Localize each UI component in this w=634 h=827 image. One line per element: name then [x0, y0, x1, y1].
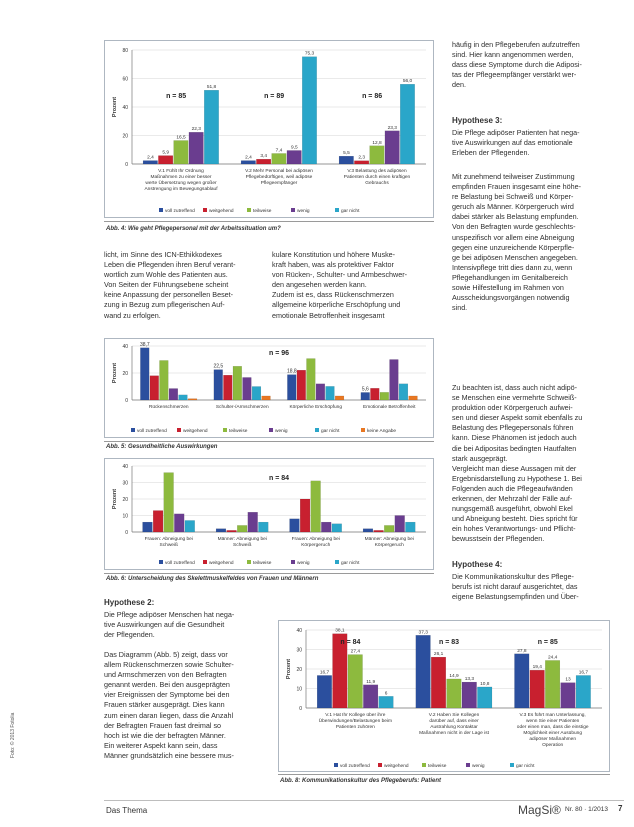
bar	[370, 146, 384, 164]
photo-credit: Foto: © 2013 Fotolia	[10, 712, 16, 758]
bar	[379, 696, 394, 708]
bar-value-label: 23,3	[387, 125, 397, 131]
bar-value-label: 51,8	[206, 85, 217, 91]
legend-label: gar nicht	[516, 764, 535, 769]
legend-label: voll zutreffend	[165, 561, 195, 566]
bar	[143, 522, 153, 532]
bar-value-label: 16,7	[319, 670, 330, 676]
legend-swatch	[466, 763, 470, 767]
x-tick-label: Frauen: Abneigung bei	[291, 537, 340, 542]
sample-size-label: n = 84	[340, 639, 361, 646]
bar	[385, 131, 399, 164]
x-tick-label: Körpergeruch	[301, 543, 331, 548]
bar	[321, 522, 331, 532]
bar	[384, 525, 394, 532]
bar	[514, 654, 529, 708]
y-axis-label: Prozent	[112, 362, 118, 384]
bar-value-label: 22,3	[191, 127, 201, 133]
legend-label: teilweise	[253, 561, 272, 566]
bar	[416, 635, 431, 708]
legend-swatch	[269, 428, 273, 432]
bar-value-label: 3,4	[260, 154, 268, 160]
figure-6-caption: Abb. 6: Unterscheidung des Skelettmuskelfeldes von Frauen und Männern	[106, 576, 319, 582]
bar-value-label: 6	[384, 691, 388, 697]
bar	[272, 153, 286, 164]
y-axis-label: Prozent	[112, 96, 118, 118]
hypothesis-2-body: Die Pflege adipöser Menschen hat nega- tive Auswirkungen auf die Gesundheit der Pflegenden.	[104, 610, 235, 640]
legend-label: weitgehend	[384, 764, 409, 769]
bar-value-label: 26,1	[433, 652, 444, 658]
bar	[380, 392, 389, 400]
sample-size-label: n = 89	[264, 93, 285, 100]
bar	[233, 366, 242, 400]
bar-value-label: 37,3	[418, 630, 428, 636]
legend-swatch	[315, 428, 319, 432]
bar	[300, 499, 310, 532]
figure-6-chart	[104, 458, 434, 570]
bar	[348, 655, 363, 708]
x-tick-label: Körpergeruch	[374, 543, 404, 548]
legend-swatch	[203, 208, 207, 212]
y-tick-label: 0	[299, 706, 302, 712]
bar	[306, 359, 315, 400]
legend-swatch	[335, 560, 339, 564]
legend-swatch	[291, 208, 295, 212]
caption-rule	[104, 441, 434, 442]
y-tick-label: 10	[296, 686, 302, 693]
legend-swatch	[247, 560, 251, 564]
bar	[477, 687, 492, 708]
bar-value-label: 5,9	[162, 150, 170, 156]
legend-label: wenig	[472, 764, 485, 769]
legend-label: voll zutreffend	[340, 764, 370, 769]
bar	[174, 140, 188, 164]
bar-value-label: 16,5	[176, 135, 186, 141]
y-tick-label: 20	[122, 133, 128, 140]
y-tick-label: 40	[122, 464, 128, 470]
sample-size-label: n = 85	[166, 93, 187, 100]
bar	[189, 132, 203, 164]
bar	[241, 161, 255, 164]
bar-value-label: 27,4	[350, 649, 361, 655]
legend-swatch	[159, 208, 163, 212]
legend-label: voll zutreffend	[165, 209, 195, 214]
bar	[354, 161, 368, 164]
x-tick-label: Emotionale Betroffenheit	[363, 405, 416, 410]
bar-value-label: 56,0	[402, 79, 413, 85]
caption-rule	[278, 774, 610, 775]
body-text-left-bottom: Das Diagramm (Abb. 5) zeigt, dass vor allem Rückenschmerzen sowie Schulter- und Armschmerzen von den Befragten genannt werden. Bei den ausgeprägten vier Ereignissen der Symptome bei den Frauen stärker ausgeprägt. Dies kann zum einen daran liegen, dass die Anzahl der Befragten Frauen fast dreimal so hoch ist wie die der befragten Männer. Ein weiterer Aspekt kann sein, dass Männer grundsätzlich eine bessere mus-	[104, 650, 234, 760]
x-tick-label: V.1 Hat Ihr Kollege über ihre	[325, 713, 386, 718]
bar-value-label: 12,8	[372, 140, 382, 146]
y-axis-label: Prozent	[112, 488, 118, 510]
y-tick-label: 80	[122, 48, 128, 54]
bar	[399, 384, 408, 400]
x-tick-label: adipöser Maßnahmen	[529, 737, 577, 742]
x-tick-label: wenn Sie einer Patienten	[525, 719, 580, 724]
bar	[409, 396, 418, 400]
x-tick-label: V.1 Fühlt Ihr Ordnung	[158, 169, 204, 174]
bar	[545, 660, 560, 708]
x-tick-label: Überwindungen/Belastungen beim	[318, 719, 393, 724]
bar-value-label: 5,6	[361, 386, 369, 393]
x-tick-label: Gebrauchs	[365, 181, 389, 186]
bar-value-label: 16,7	[578, 670, 589, 676]
bar-value-label: 10,8	[480, 681, 490, 687]
bar	[290, 519, 300, 532]
legend-swatch	[223, 428, 227, 432]
bar	[361, 392, 370, 400]
x-tick-label: V.3 Belastung des adipösen	[347, 169, 407, 174]
legend-label: weitgehend	[209, 209, 234, 214]
bar-value-label: 13	[565, 677, 571, 683]
y-tick-label: 0	[125, 530, 128, 536]
bar	[400, 84, 414, 164]
legend-label: keine Angabe	[367, 429, 397, 434]
legend-swatch	[159, 560, 163, 564]
bar	[204, 90, 218, 164]
sample-size-label: n = 84	[268, 475, 290, 482]
bar	[256, 159, 270, 164]
sample-size-label: n = 83	[439, 639, 460, 646]
bar	[363, 685, 378, 708]
figure-5-chart	[104, 338, 434, 438]
bar	[311, 481, 321, 532]
bar	[339, 156, 353, 164]
bar	[390, 360, 399, 401]
figure-4-chart	[104, 40, 434, 218]
x-tick-label: Maßnahmen zu einer besser	[150, 175, 212, 180]
bar	[248, 512, 258, 532]
body-text-right-2: Mit zunehmend teilweiser Zustimmung empfinden Frauen insgesamt eine höhe- re Belastung bei Schweiß und Körper- geruch als Männer. Körpergeruch wird dabei stärker als Belastung empfunden. Von den Befragten wurde geschlechts- unspezifisch vor allem eine Abneigung gegen eine unzureichende Körperpfle- ge bei adipösen Menschen angegeben. Intensivpflege tritt dies dann zu, wenn Pflegehandlungen im Genitalbereich sowie Hilfestellung im Rahmen von Ausscheidungsvorgängen notwendig sind.	[452, 172, 582, 313]
legend-swatch	[247, 208, 251, 212]
bar-value-label: 2,4	[147, 155, 154, 161]
bar-value-label: 19,4	[532, 665, 542, 671]
legend-swatch	[361, 428, 365, 432]
legend-swatch	[378, 763, 382, 767]
bar	[287, 375, 296, 400]
y-tick-label: 30	[122, 480, 128, 487]
x-tick-label: Möglichkeit einer Ausübung	[523, 731, 583, 736]
bar	[262, 396, 271, 400]
bar-value-label: 27,8	[517, 648, 527, 654]
x-tick-label: Schulter-/Armschmerzen	[215, 405, 269, 410]
y-tick-label: 0	[125, 162, 128, 168]
bar	[159, 360, 168, 400]
bar	[223, 375, 232, 400]
bar-value-label: 18,8	[286, 368, 297, 375]
bar-value-label: 38,1	[335, 628, 345, 634]
x-tick-label: Männer: Abneigung bei	[364, 537, 414, 542]
x-tick-label: V.3 Es führt man Unterlassung,	[519, 713, 586, 718]
legend-swatch	[334, 763, 338, 767]
x-tick-label: Frauen: Abneigung bei	[144, 537, 193, 542]
bar	[302, 57, 316, 164]
bar	[447, 679, 462, 708]
caption-rule	[104, 221, 434, 222]
legend-label: wenig	[297, 209, 310, 214]
bar	[374, 530, 384, 532]
figure-8-chart	[278, 620, 610, 772]
y-tick-label: 60	[122, 76, 128, 83]
legend-label: gar nicht	[341, 561, 360, 566]
y-axis-label: Prozent	[286, 658, 292, 680]
bar	[370, 388, 379, 400]
y-tick-label: 10	[122, 513, 128, 520]
x-tick-label: Pflegeempfänger	[260, 181, 298, 186]
bar	[143, 161, 157, 164]
bar-value-label: 13,3	[464, 677, 475, 683]
legend-label: teilweise	[428, 764, 447, 769]
figure-4-caption: Abb. 4: Wie geht Pflegepersonal mit der Arbeitssituation um?	[106, 226, 281, 232]
bar	[243, 377, 252, 400]
bar	[153, 511, 163, 532]
figure-5-caption: Abb. 5: Gesundheitliche Auswirkungen	[106, 444, 218, 450]
legend-swatch	[291, 560, 295, 564]
hypothesis-3-body: Die Pflege adipöser Patienten hat nega- tive Auswirkungen auf das emotionale Erleben der Pflegenden.	[452, 128, 580, 158]
x-tick-label: Körperliche Erschöpfung	[289, 405, 343, 410]
x-tick-label: Maßnahmen nicht in der Lage ist	[419, 731, 489, 736]
legend-label: teilweise	[253, 209, 272, 214]
y-tick-label: 0	[125, 398, 128, 404]
bar-value-label: 14,9	[449, 673, 459, 679]
bar	[214, 370, 223, 400]
caption-rule	[104, 573, 434, 574]
sample-size-label: n = 96	[268, 350, 290, 357]
bar	[185, 520, 195, 532]
x-tick-label: Männer: Abneigung bei	[217, 537, 267, 542]
bar	[326, 386, 335, 400]
x-tick-label: Schweiß	[159, 543, 178, 548]
x-tick-label: V.2 Haben Sie Kollegen	[428, 713, 480, 718]
bar	[179, 395, 188, 400]
bar	[316, 384, 325, 400]
x-tick-label: Anstrengung im Bewegungsablauf	[144, 187, 218, 192]
y-tick-label: 20	[122, 371, 128, 377]
bar	[561, 683, 576, 708]
legend-swatch	[177, 428, 181, 432]
figure-8-caption: Abb. 8: Kommunikationskultur des Pflegeberufs: Patient	[280, 778, 442, 784]
bar	[258, 522, 268, 532]
bar-value-label: 9,5	[290, 145, 298, 151]
x-tick-label: Patienten zuhören	[335, 725, 375, 730]
body-text-right-3: Zu beachten ist, dass auch nicht adipö- se Menschen eine vermehrte Schweiß- produktion oder Körpergeruch aufwei- sen und dieser Aspekt somit ebenfalls zu Belastung des Pflegepersonals führen kann. Diese Phänomen ist jedoch auch die bei Adipositas bedingten Hautfalten stark ausgeprägt. Vergleicht man diese Aussagen mit der Ergebnisdarstellung zu Hypothese 1. Bei Folgenden auch die Pflegeaufwänden erkennen, der Mehrzahl der Fälle auf- nungsgemäß ausgeführt, obwohl Ekel und Abneigung besteht. Dies spricht für ein hohes Verantwortungs- und Pflicht- bewusstsein der Pflegenden.	[452, 383, 583, 544]
legend-label: voll zutreffend	[137, 429, 167, 434]
bar	[164, 473, 174, 532]
bar-value-label: 22,5	[213, 363, 224, 370]
hypothesis-4-body: Die Kommunikationskultur des Pflege- berufs ist nicht darauf ausgerichtet, das eigene Belastungsempfinden und Über-	[452, 572, 579, 602]
legend-label: wenig	[297, 561, 310, 566]
body-text-mid-left: licht, im Sinne des ICN-Ethikkodexes Leben die Pflegenden ihren Beruf verant- wortlich zum Wohle des Patienten aus. Von Seiten der Führungsebene scheint keine Anpassung der personellen Beset- zung in Bezug zum pflegerischen Auf- wand zu erfolgen.	[104, 250, 236, 320]
bar	[216, 529, 226, 532]
y-tick-label: 20	[122, 497, 128, 503]
bar	[335, 396, 344, 400]
bar	[150, 376, 159, 400]
bar	[140, 348, 149, 400]
legend-swatch	[131, 428, 135, 432]
x-tick-label: Austrahlung Kontaktar	[430, 725, 478, 730]
hypothesis-4-title: Hypothese 4:	[452, 560, 503, 569]
legend-label: gar nicht	[341, 209, 360, 214]
y-tick-label: 40	[296, 628, 302, 634]
hypothesis-3-title: Hypothese 3:	[452, 116, 503, 125]
x-tick-label: Patienten durch einen kraftigen	[343, 175, 411, 180]
legend-swatch	[335, 208, 339, 212]
bar	[431, 657, 446, 708]
body-text-mid-right: kulare Konstitution und höhere Muske- kraft haben, was als protektiver Faktor von Rücken-, Schulter- und Armbeschwer- den angesehen werden kann. Zudem ist es, dass Rückenschmerzen allgemeine körperliche Erschöpfung und emotionale Betroffenheit insgesamt	[272, 250, 408, 320]
footer-rule	[104, 800, 624, 801]
bar-value-label: 7,4	[275, 148, 283, 154]
bar	[169, 389, 178, 400]
footer-magazine: MagSi®	[518, 803, 561, 817]
bar-value-label: 24,4	[547, 655, 558, 661]
x-tick-label: Operation	[542, 743, 564, 748]
x-tick-label: oder einen man, dass die einstige	[516, 725, 589, 730]
hypothesis-2-title: Hypothese 2:	[104, 598, 155, 607]
bar	[287, 150, 301, 164]
sample-size-label: n = 85	[537, 639, 558, 646]
x-tick-label: werte Übersetzung wegen großer	[145, 181, 217, 186]
bar	[237, 525, 247, 532]
bar-value-label: 2,4	[245, 155, 252, 161]
legend-swatch	[422, 763, 426, 767]
x-tick-label: Schweiß	[233, 543, 252, 548]
bar-value-label: 11,9	[366, 679, 376, 685]
footer-issue: Nr. 80 · 1/2013	[565, 806, 608, 813]
bar	[405, 522, 415, 532]
bar	[395, 516, 405, 533]
bar-value-label: 75,3	[304, 51, 315, 57]
legend-label: teilweise	[229, 429, 248, 434]
legend-label: gar nicht	[321, 429, 340, 434]
x-tick-label: Pflegebedürftigen, weil adipöse	[245, 175, 313, 180]
sample-size-label: n = 86	[362, 93, 383, 100]
y-tick-label: 30	[296, 647, 302, 654]
footer-page-number: 7	[618, 804, 623, 813]
legend-label: weitgehend	[183, 429, 208, 434]
x-tick-label: darüber auf, dass einer	[429, 719, 479, 724]
bar	[174, 514, 184, 532]
y-tick-label: 40	[122, 344, 128, 350]
bar-value-label: 2,3	[358, 155, 366, 161]
y-tick-label: 40	[122, 105, 128, 111]
y-tick-label: 20	[296, 667, 302, 673]
bar	[188, 399, 197, 400]
x-tick-label: Rückenschmerzen	[148, 405, 189, 410]
legend-swatch	[203, 560, 207, 564]
bar	[297, 370, 306, 400]
bar	[317, 675, 332, 708]
bar	[530, 670, 545, 708]
bar-value-label: 38,7	[139, 341, 150, 348]
bar	[252, 387, 261, 401]
bar	[363, 529, 373, 532]
bar	[227, 530, 237, 532]
legend-label: wenig	[275, 429, 288, 434]
bar	[332, 524, 342, 532]
legend-swatch	[510, 763, 514, 767]
bar	[158, 156, 172, 164]
x-tick-label: V.2 Mehr Personal bei adipösen	[245, 169, 313, 174]
bar-value-label: 5,5	[343, 151, 350, 157]
legend-label: weitgehend	[209, 561, 234, 566]
body-text-right-1: häufig in den Pflegeberufen aufzutreffen sind. Hier kann angenommen werden, dass diese Symptome durch die Adiposi- tas der Pflegeempfänger verstärkt wer- den.	[452, 40, 582, 90]
bar	[576, 675, 591, 708]
bar	[462, 682, 477, 708]
footer-section: Das Thema	[106, 806, 148, 815]
